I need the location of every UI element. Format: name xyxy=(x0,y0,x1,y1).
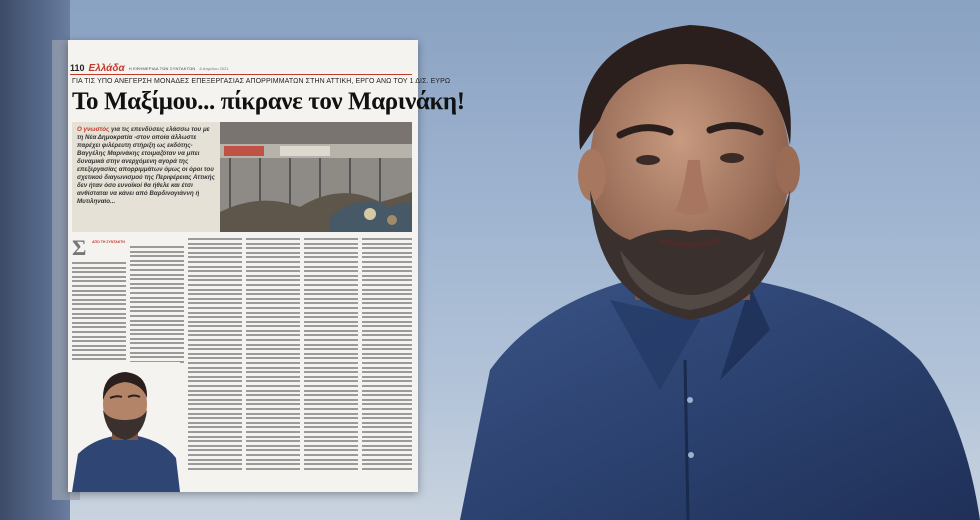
page-number: 110 xyxy=(70,63,85,73)
newspaper-page xyxy=(68,40,465,492)
lead-highlight: Ο γνωστός xyxy=(77,126,110,133)
article-byline: ΑΠΟ ΤΗ ΣΥΝΤΑΚΤΗ xyxy=(92,240,125,244)
article-lead xyxy=(72,122,220,232)
masthead xyxy=(70,62,412,75)
publication-name: Η ΕΦΗΜΕΡΙΔΑ ΤΩΝ ΣΥΝΤΑΚΤΩΝ xyxy=(128,65,196,71)
body-column-4 xyxy=(246,238,300,488)
inset-portrait-photo-icon xyxy=(72,362,180,492)
lead-text: για τις επενδύσεις ελάσσω του με τη Νέα Δημοκρατία -στον οποία άλλωστε παρέχει φιλέρευτη στήριξη ως εκδότης- Βαγγέλης Μαρινάκης ετοιμαζόταν να μπει δυναμικά στην ανερχόμενη αγορά της επεξεργασίας απορριμμάτων όμως οι όροι του σχετικού διαγωνισμού της Περιφέρειας Αττικής δεν ήταν όσο ευνοϊκοί θα ήθελε και έτσι ανθίσταται να κάνει από Βαρδινογιάννη ή Μυτιληναίο... xyxy=(77,126,215,205)
article-headline: Το Μαξίμου... πίκρανε τον Μαρινάκη! xyxy=(72,88,465,115)
body-column-6 xyxy=(362,238,412,488)
section-title: Ελλάδα xyxy=(88,62,125,74)
article-kicker: ΓΙΑ ΤΙΣ ΥΠΟ ΑΝΕΓΕΡΣΗ ΜΟΝΑΔΕΣ ΕΠΕΞΕΡΓΑΣΙΑΣ ΑΠΟΡΡΙΜΜΑΤΩΝ ΣΤΗΝ ΑΤΤΙΚΗ, ΕΡΓΟ ΑΝΩ ΤΟΥ 1 ΔΙΣ. ΕΥΡΩ xyxy=(72,78,451,85)
drop-cap: Σ xyxy=(72,235,87,260)
publication-date: 8 Απριλίου 2021 xyxy=(199,65,229,71)
body-column-3 xyxy=(188,238,242,488)
body-column-5 xyxy=(304,238,358,488)
portrait-photo-icon xyxy=(420,0,980,520)
waste-facility-photo-icon xyxy=(220,122,412,232)
